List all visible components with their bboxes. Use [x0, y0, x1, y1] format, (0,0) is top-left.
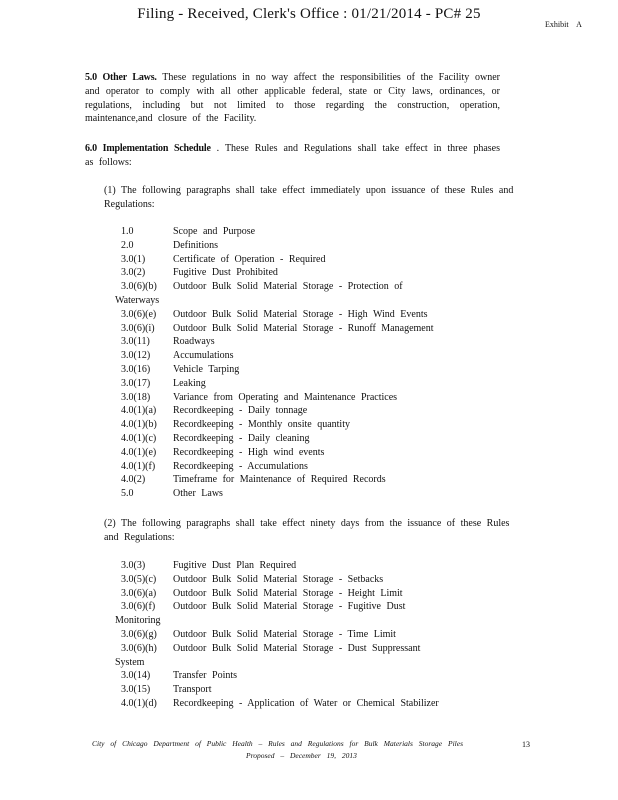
- list-item: 3.0(6)(b) Outdoor Bulk Solid Material Storage - Protection of Waterways: [115, 281, 403, 306]
- list-item: 3.0(1) Certificate of Operation - Required: [121, 253, 326, 265]
- phase-2-number: (2): [104, 518, 116, 529]
- phase-2-paragraph: [104, 517, 514, 545]
- list-item: 5.0 Other Laws: [121, 488, 223, 500]
- list-item: 3.0(15) Transport: [121, 684, 212, 696]
- section-5-text: These regulations in no way affect the responsibilities of the Facility owner and operator to comply with all other applicable federal, state or City laws, ordinances, or regulations, including but not limited to those regarding the construction, operation, maintenance,and closure of the Facility.: [85, 72, 500, 125]
- section-5-heading: 5.0 Other Laws.: [85, 72, 157, 83]
- list-item: 3.0(6)(f) Outdoor Bulk Solid Material Storage - Fugitive Dust Monitoring: [115, 601, 406, 627]
- phase-1-paragraph: [104, 184, 514, 212]
- list-item: 1.0 Scope and Purpose: [121, 226, 256, 237]
- list-item: 3.0(6)(h) Outdoor Bulk Solid Material Storage - Dust Suppressant System: [115, 642, 421, 668]
- footer-line-2: Proposed – December 19, 2013: [246, 751, 357, 760]
- filing-header: Filing - Received, Clerk's Office : 01/21/2014 - PC# 25: [137, 6, 481, 22]
- list-item: 3.0(6)(i) Outdoor Bulk Solid Material Storage - Runoff Management: [121, 322, 434, 334]
- list-item: 3.0(6)(g) Outdoor Bulk Solid Material Storage - Time Limit: [121, 628, 396, 640]
- list-item: 3.0(6)(e) Outdoor Bulk Solid Material Storage - High Wind Events: [121, 308, 428, 320]
- page-number: 13: [522, 740, 530, 749]
- list-item: 3.0(17) Leaking: [121, 377, 206, 389]
- list-item: 2.0 Definitions: [121, 239, 218, 251]
- list-item: 3.0(3) Fugitive Dust Plan Required: [121, 560, 297, 571]
- list-item: 3.0(12) Accumulations: [121, 350, 234, 362]
- list-item: 3.0(16) Vehicle Tarping: [121, 363, 240, 375]
- list-item: 3.0(2) Fugitive Dust Prohibited: [121, 267, 278, 279]
- phase-2-list: [115, 559, 495, 711]
- list-item: 3.0(18) Variance from Operating and Maintenance Practices: [121, 391, 398, 403]
- list-item: 4.0(1)(d) Recordkeeping - Application of Water or Chemical Stabilizer: [121, 697, 439, 709]
- list-item: 3.0(5)(c) Outdoor Bulk Solid Material Storage - Setbacks: [121, 573, 384, 585]
- list-item: 3.0(14) Transfer Points: [121, 670, 238, 682]
- section-6-text: . These Rules and Regulations shall take effect in three phases as follows:: [85, 143, 501, 168]
- list-item: 4.0(1)(c) Recordkeeping - Daily cleaning: [121, 432, 310, 444]
- phase-1-list: [115, 225, 495, 501]
- list-item: 4.0(1)(f) Recordkeeping - Accumulations: [121, 460, 308, 472]
- section-5: [85, 71, 500, 126]
- list-item: 4.0(1)(b) Recordkeeping - Monthly onsite quantity: [121, 419, 350, 431]
- list-item: 4.0(1)(e) Recordkeeping - High wind events: [121, 446, 325, 458]
- phase-1-text: The following paragraphs shall take effect immediately upon issuance of these Rules and Regulations:: [104, 185, 514, 210]
- phase-1-number: (1): [104, 185, 116, 196]
- section-6: [85, 142, 500, 170]
- section-6-heading: 6.0 Implementation Schedule: [85, 143, 211, 154]
- phase-2-text: The following paragraphs shall take effect ninety days from the issuance of these Rules and Regulations:: [104, 518, 510, 543]
- list-item: 3.0(6)(a) Outdoor Bulk Solid Material Storage - Height Limit: [121, 587, 403, 599]
- list-item: 4.0(2) Timeframe for Maintenance of Required Records: [121, 474, 386, 486]
- exhibit-label: Exhibit A: [545, 20, 582, 29]
- footer-line-1: City of Chicago Department of Public Health – Rules and Regulations for Bulk Materials Storage Piles: [92, 739, 464, 748]
- list-item: 3.0(11) Roadways: [121, 336, 215, 348]
- list-item: 4.0(1)(a) Recordkeeping - Daily tonnage: [121, 405, 308, 417]
